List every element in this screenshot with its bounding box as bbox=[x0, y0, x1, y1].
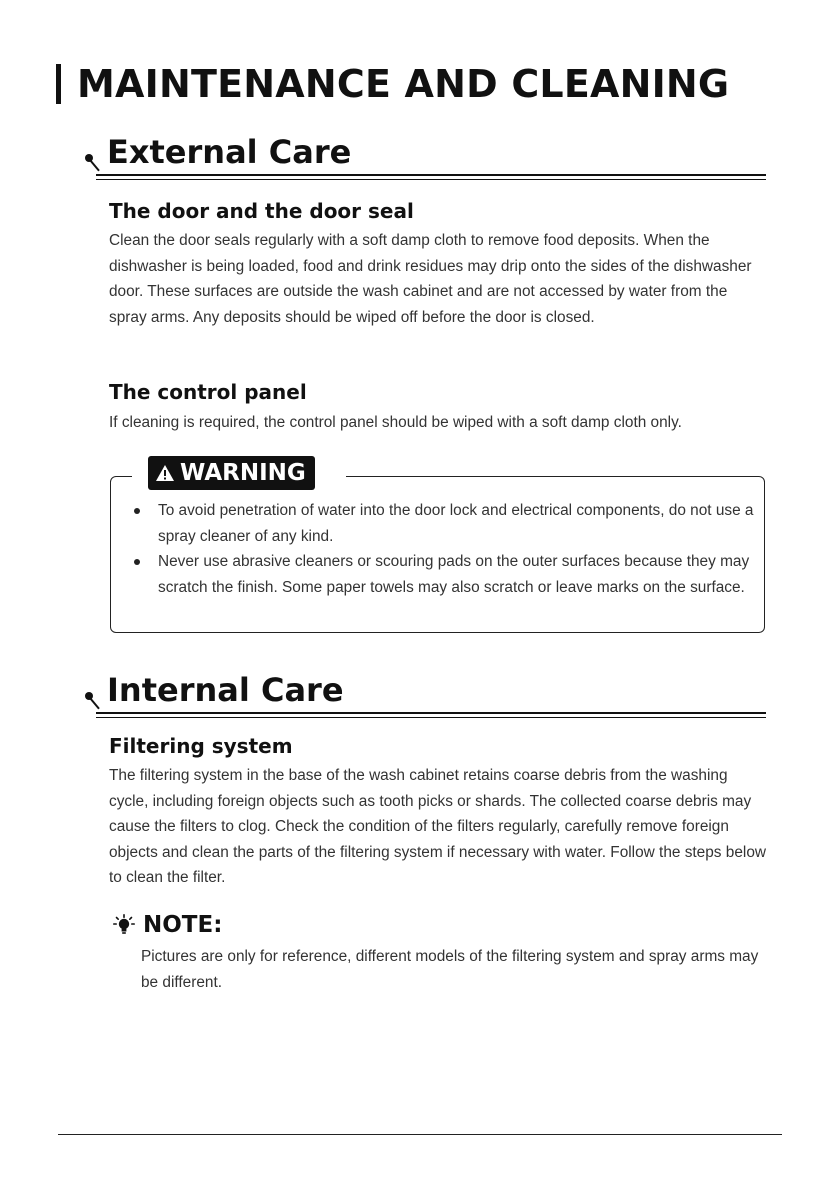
heading-tick bbox=[89, 159, 100, 171]
heading-rule bbox=[96, 174, 766, 176]
section-heading-external-care bbox=[82, 134, 766, 184]
door-seal-text: Clean the door seals regularly with a soft damp cloth to remove food deposits. When the dishwasher is being loaded, food and drink residues may drip onto the sides of the dishwasher door. These surfaces are outside the wash cabinet and are not accessed by water from the spray arms. Any deposits should be wiped off before the door is closed. bbox=[109, 232, 752, 326]
section-title: Internal Care bbox=[107, 671, 344, 709]
heading-rule-thin bbox=[96, 717, 766, 718]
bullet-icon bbox=[134, 508, 140, 514]
filtering-system-text: The filtering system in the base of the wash cabinet retains coarse debris from the washing cycle, including foreign objects such as tooth picks or shards. The collected coarse debris may cause the filters to clog. Check the condition of the filters regularly, carefully remove foreign objects and clean the parts of the filtering system if necessary with water. Follow the steps below to clean the filter. bbox=[109, 767, 766, 886]
warning-badge bbox=[148, 456, 315, 490]
section-title: External Care bbox=[107, 133, 352, 171]
page-title: MAINTENANCE AND CLEANING bbox=[77, 62, 730, 106]
warning-triangle-icon bbox=[155, 464, 175, 482]
section-heading-internal-care bbox=[82, 672, 766, 722]
warning-item-text: To avoid penetration of water into the door lock and electrical components, do not use a spray cleaner of any kind. bbox=[158, 502, 754, 545]
subheading-door-seal: The door and the door seal bbox=[109, 199, 414, 223]
heading-rule-thin bbox=[96, 179, 766, 180]
warning-item-text: Never use abrasive cleaners or scouring pads on the outer surfaces because they may scratch the finish. Some paper towels may also scratch or leave marks on the surface. bbox=[158, 553, 750, 596]
note-heading bbox=[113, 912, 222, 938]
list-item bbox=[134, 498, 754, 549]
subheading-filtering-system: Filtering system bbox=[109, 734, 293, 758]
title-accent-bar bbox=[56, 64, 61, 104]
heading-tick bbox=[89, 697, 100, 709]
bullet-icon bbox=[134, 559, 140, 565]
warning-list bbox=[134, 498, 754, 600]
list-item bbox=[134, 549, 754, 600]
subheading-control-panel: The control panel bbox=[109, 380, 307, 404]
footer-rule bbox=[58, 1134, 782, 1135]
heading-rule bbox=[96, 712, 766, 714]
warning-label: WARNING bbox=[180, 460, 306, 486]
lightbulb-icon bbox=[113, 914, 135, 936]
control-panel-text: If cleaning is required, the control panel should be wiped with a soft damp cloth only. bbox=[109, 414, 682, 431]
note-label: NOTE: bbox=[143, 912, 223, 938]
note-text: Pictures are only for reference, different models of the filtering system and spray arms may be different. bbox=[141, 948, 759, 991]
